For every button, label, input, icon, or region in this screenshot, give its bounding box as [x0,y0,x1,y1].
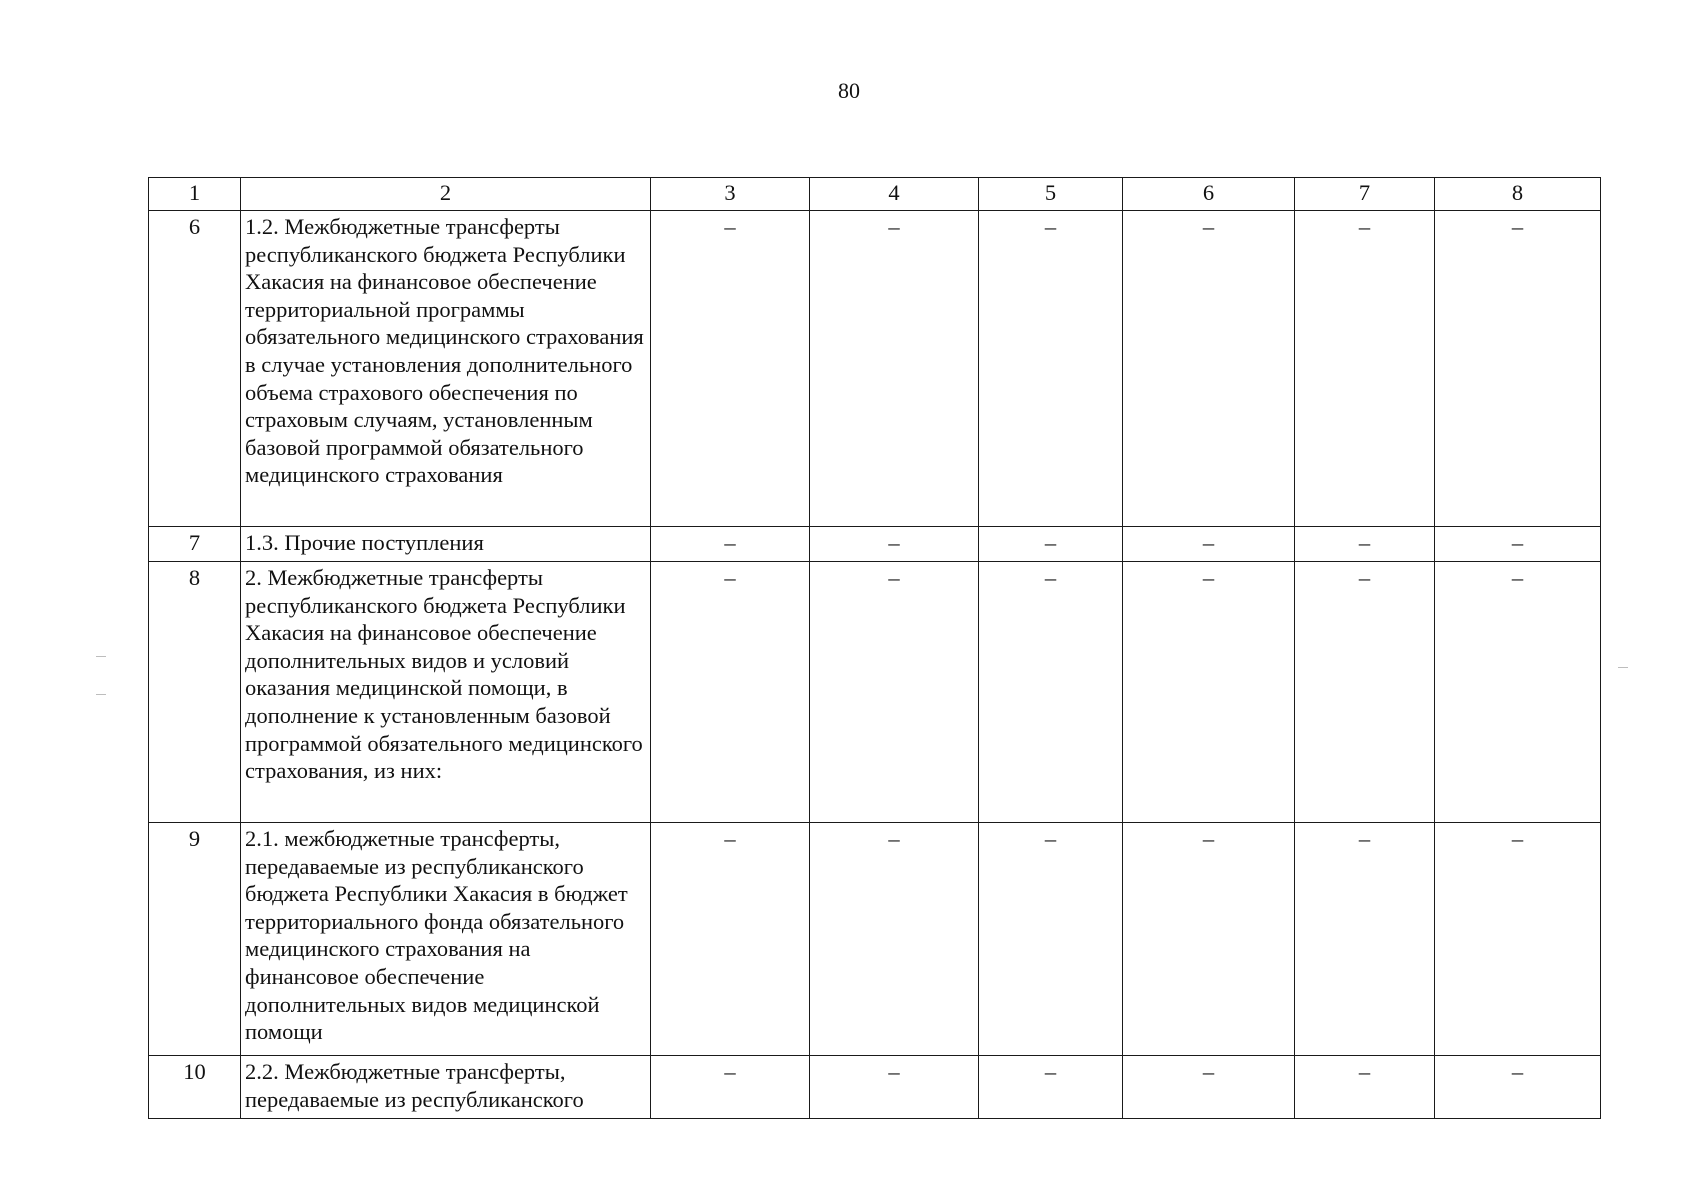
table-row [149,211,1601,527]
value-cell: – [979,211,1123,527]
value-cell: – [810,527,979,562]
value-cell: – [1435,527,1601,562]
value-cell: – [1295,562,1435,823]
value-cell: – [979,562,1123,823]
row-label: 1.3. Прочие поступления [241,527,651,562]
value-cell: – [979,527,1123,562]
row-label: 2.1. межбюджетные трансферты, передаваемые из республиканского бюджета Республики Хакасия в бюджет территориального фонда обязательного медицинского страхования на финансовое обеспечение дополнительных видов медицинской помощи [241,823,651,1056]
column-header: 2 [241,178,651,211]
value-cell: – [651,562,810,823]
column-header: 5 [979,178,1123,211]
row-number: 6 [149,211,241,527]
row-number: 7 [149,527,241,562]
page-number: 80 [838,78,860,103]
value-cell: – [810,823,979,1056]
value-cell: – [651,527,810,562]
value-cell: – [810,211,979,527]
column-header: 7 [1295,178,1435,211]
column-header: 3 [651,178,810,211]
value-cell: – [1295,823,1435,1056]
value-cell: – [1435,562,1601,823]
scan-mark [1618,667,1628,668]
value-cell: – [1295,527,1435,562]
value-cell: – [651,823,810,1056]
budget-table [148,177,1601,1119]
value-cell: – [979,1056,1123,1119]
row-number: 10 [149,1056,241,1119]
scan-mark [96,694,106,695]
row-label: 2. Межбюджетные трансферты республиканского бюджета Республики Хакасия на финансовое обеспечение дополнительных видов и условий оказания медицинской помощи, в дополнение к установленным базовой программой обязательного медицинского страхования, из них: [241,562,651,823]
table-row [149,1056,1601,1119]
row-number: 9 [149,823,241,1056]
value-cell: – [1123,527,1295,562]
value-cell: – [810,562,979,823]
value-cell: – [1435,823,1601,1056]
value-cell: – [1295,1056,1435,1119]
value-cell: – [979,823,1123,1056]
value-cell: – [651,211,810,527]
value-cell: – [651,1056,810,1119]
column-header: 4 [810,178,979,211]
value-cell: – [1123,1056,1295,1119]
column-header: 1 [149,178,241,211]
table-row [149,823,1601,1056]
value-cell: – [1435,1056,1601,1119]
value-cell: – [1123,823,1295,1056]
table-row [149,562,1601,823]
table-header-row [149,178,1601,211]
value-cell: – [1123,562,1295,823]
value-cell: – [810,1056,979,1119]
row-number: 8 [149,562,241,823]
row-label: 1.2. Межбюджетные трансферты республиканского бюджета Республики Хакасия на финансовое обеспечение территориальной программы обязательного медицинского страхования в случае установления дополнительного объема страхового обеспечения по страховым случаям, установленным базовой программой обязательного медицинского страхования [241,211,651,527]
value-cell: – [1435,211,1601,527]
column-header: 8 [1435,178,1601,211]
table-row [149,527,1601,562]
column-header: 6 [1123,178,1295,211]
row-label: 2.2. Межбюджетные трансферты, передаваемые из республиканского [241,1056,651,1119]
value-cell: – [1295,211,1435,527]
scan-mark [96,656,106,657]
value-cell: – [1123,211,1295,527]
